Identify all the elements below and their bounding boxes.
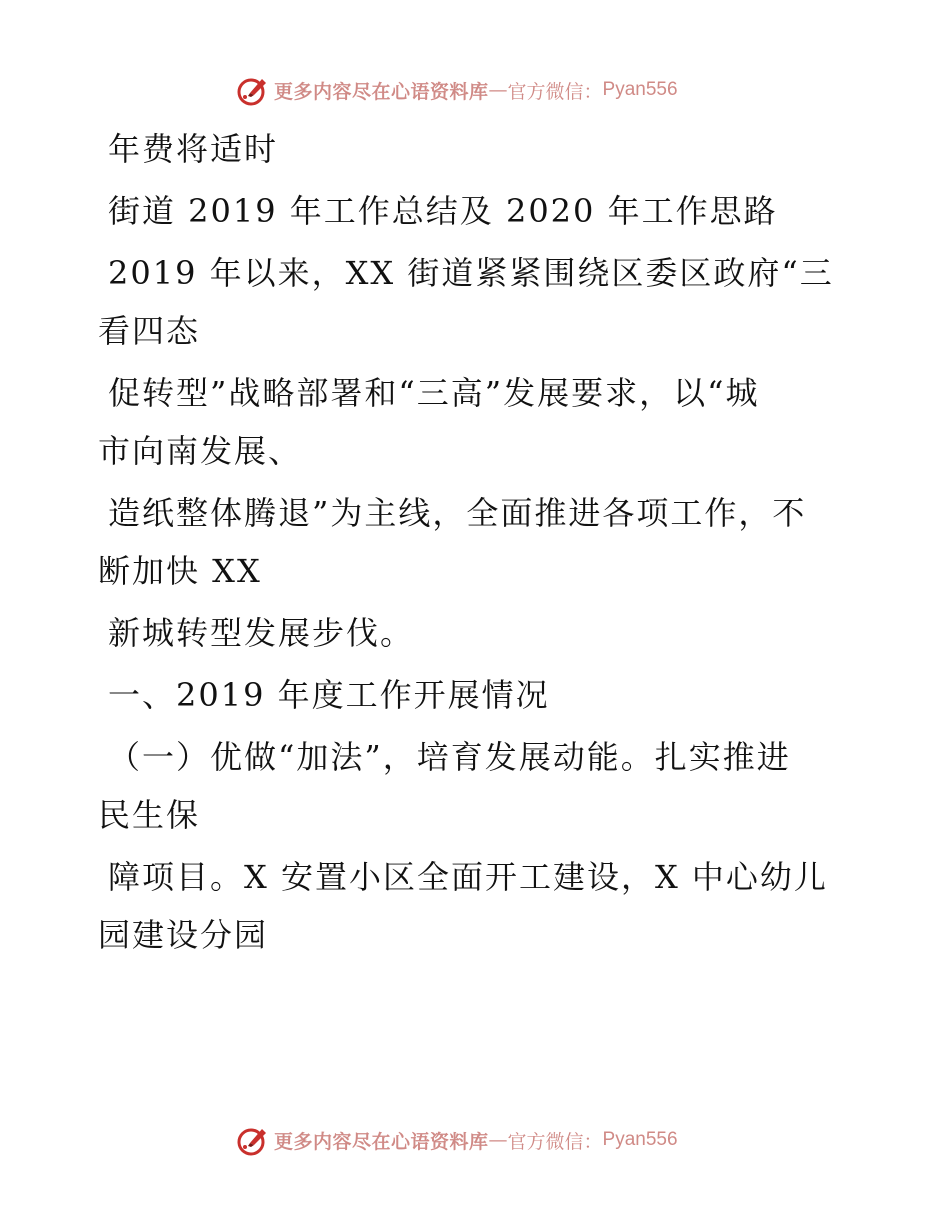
watermark-separator: — <box>488 1129 508 1151</box>
document-title: 街道 2019 年工作总结及 2020 年工作思路 <box>108 192 778 230</box>
watermark-wechat-id: Pyan556 <box>602 1129 678 1150</box>
watermark-separator: — <box>488 79 508 101</box>
watermark-brand-text: 更多内容尽在心语资料库 <box>274 1130 489 1153</box>
text-line: 市向南发展、 <box>98 432 303 470</box>
text-line: 障项目。X 安置小区全面开工建设，X 中心幼儿 <box>108 858 828 896</box>
text-line: 民生保 <box>98 796 201 834</box>
text-line: 年费将适时 <box>108 130 279 168</box>
text-line: 造纸整体腾退”为主线，全面推进各项工作，不 <box>108 494 807 532</box>
watermark-wechat-label: 官方微信： <box>507 1130 603 1153</box>
section-heading: 一、2019 年度工作开展情况 <box>108 676 550 714</box>
pen-nib-circle-icon <box>236 73 270 107</box>
footer-watermark <box>236 1120 678 1160</box>
header-watermark <box>236 70 678 110</box>
document-body <box>98 120 838 964</box>
text-line: 断加快 XX <box>98 552 262 590</box>
watermark-wechat-label: 官方微信： <box>507 80 603 103</box>
text-line: 看四态 <box>98 312 201 350</box>
text-line: 园建设分园 <box>98 916 269 954</box>
watermark-brand-text: 更多内容尽在心语资料库 <box>274 80 489 103</box>
text-line: 2019 年以来，XX 街道紧紧围绕区委区政府“三 <box>108 254 834 292</box>
text-line: 新城转型发展步伐。 <box>108 614 415 652</box>
subsection-heading: （一）优做“加法”，培育发展动能。扎实推进 <box>108 738 791 776</box>
watermark-wechat-id: Pyan556 <box>602 79 678 100</box>
text-line: 促转型”战略部署和“三高”发展要求，以“城 <box>108 374 760 412</box>
pen-nib-circle-icon <box>236 1123 270 1157</box>
